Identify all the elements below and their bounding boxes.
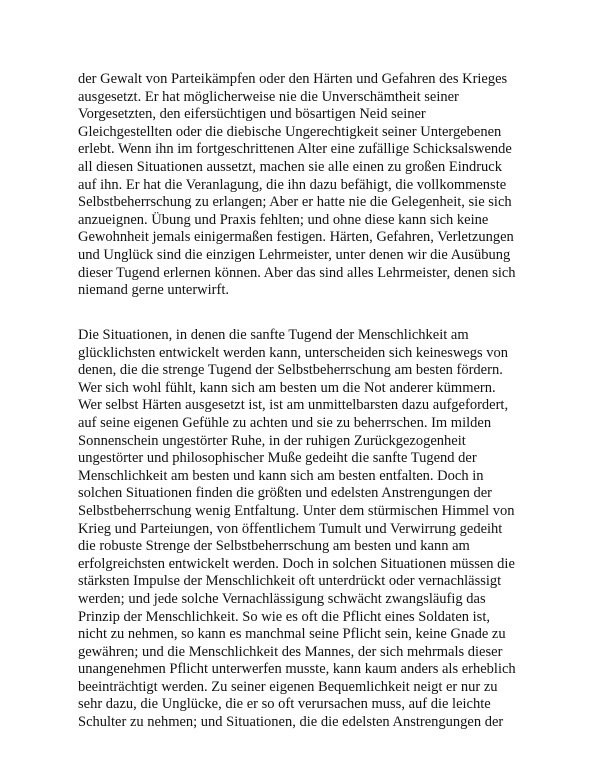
- text-line: Menschlichkeit am besten und kann sich am besten entfalten. Doch in: [78, 467, 484, 484]
- text-line: erfolgreichsten entwickelt werden. Doch in solchen Situationen müssen die: [78, 555, 515, 572]
- text-line: stärksten Impulse der Menschlichkeit oft unterdrückt oder vernachlässigt: [78, 573, 502, 590]
- text-line: Wer sich wohl fühlt, kann sich am besten um die Not anderer kümmern.: [78, 379, 496, 396]
- text-line: Die Situationen, in denen die sanfte Tugend der Menschlichkeit am: [78, 327, 469, 343]
- text-line: Selbstbeherrschung wenig Entfaltung. Unter dem stürmischen Himmel von: [78, 502, 515, 519]
- paragraph-2: [78, 327, 530, 732]
- text-line: Selbstbeherrschung zu erlangen; Aber er hatte nie die Gelegenheit, sie sich: [78, 194, 512, 211]
- text-line: Krieg und Parteiungen, von öffentlichem Tumult und Verwirrung gedeiht: [78, 520, 503, 537]
- text-line: die robuste Strenge der Selbstbeherrschung am besten und kann am: [78, 538, 470, 555]
- text-line: dieser Tugend erlernen können. Aber das sind alles Lehrmeister, denen sich: [78, 264, 516, 281]
- paragraph-1: [78, 71, 530, 300]
- text-line: Vorgesetzten, den eifersüchtigen und bösartigen Neid seiner: [78, 106, 426, 123]
- text-line: gewähren; und die Menschlichkeit des Mannes, der sich mehrmals dieser: [78, 643, 503, 660]
- text-line: erlebt. Wenn ihn im fortgeschrittenen Alter eine zufällige Schicksalswende: [78, 141, 512, 158]
- text-line: der Gewalt von Parteikämpfen oder den Härten und Gefahren des Krieges: [78, 71, 508, 87]
- text-line: sehr dazu, die Unglücke, die er so oft verursachen muss, auf die leichte: [78, 696, 491, 713]
- text-line: all diesen Situationen aussetzt, machen sie alle einen zu großen Eindruck: [78, 158, 502, 175]
- text-line: ungestörter und philosophischer Muße gedeiht die sanfte Tugend der: [78, 450, 477, 467]
- text-line: anzueignen. Übung und Praxis fehlten; und ohne diese kann sich keine: [78, 211, 489, 228]
- text-line: Gleichgestellten oder die diebische Ungerechtigkeit seiner Untergebenen: [78, 123, 502, 140]
- text-line: Sonnenschein ungestörter Ruhe, in der ruhigen Zurückgezogenheit: [78, 432, 466, 449]
- text-line: nicht zu nehmen, so kann es manchmal seine Pflicht sein, keine Gnade zu: [78, 626, 506, 643]
- text-line: denen, die die strenge Tugend der Selbstbeherrschung am besten fördern.: [78, 362, 503, 379]
- text-line: niemand gerne unterwirft.: [78, 282, 229, 299]
- text-line: solchen Situationen finden die größten und edelsten Anstrengungen der: [78, 485, 492, 502]
- text-line: werden; und jede solche Vernachlässigung schwächt zwangsläufig das: [78, 590, 486, 607]
- text-line: Wer selbst Härten ausgesetzt ist, ist am unmittelbarsten dazu aufgefordert,: [78, 397, 509, 414]
- text-line: beeinträchtigt werden. Zu seiner eigenen Bequemlichkeit neigt er nur zu: [78, 678, 498, 695]
- text-line: Schulter zu nehmen; und Situationen, die die edelsten Anstrengungen der: [78, 714, 504, 731]
- text-line: Prinzip der Menschlichkeit. So wie es oft die Pflicht eines Soldaten ist,: [78, 608, 490, 625]
- text-line: und Unglück sind die einzigen Lehrmeister, unter denen wir die Ausübung: [78, 246, 511, 263]
- text-line: auf seine eigenen Gefühle zu achten und sie zu beherrschen. Im milden: [78, 414, 492, 431]
- text-line: Gewohnheit jemals einigermaßen festigen. Härten, Gefahren, Verletzungen: [78, 229, 514, 246]
- text-line: ausgesetzt. Er hat möglicherweise nie die Unverschämtheit seiner: [78, 88, 459, 105]
- text-line: unangenehmen Pflicht unterwerfen musste, kann kaum anders als erheblich: [78, 661, 516, 678]
- text-line: auf ihn. Er hat die Veranlagung, die ihn dazu befähigt, die vollkommenste: [78, 176, 507, 193]
- text-line: glücklichsten entwickelt werden kann, unterscheiden sich keineswegs von: [78, 344, 509, 361]
